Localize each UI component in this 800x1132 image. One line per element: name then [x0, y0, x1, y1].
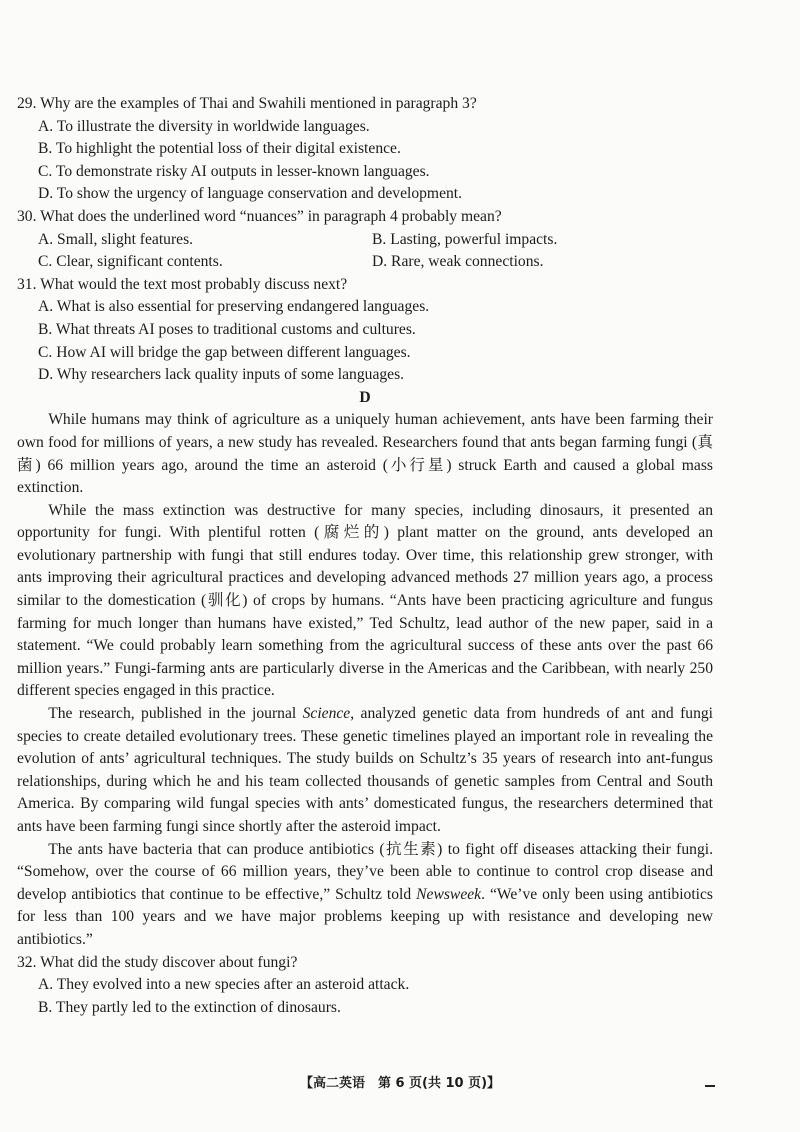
option-c: C. Clear, significant contents. [38, 253, 223, 271]
paragraph-1: While humans may think of agriculture as a uniquely human achievement, ants have been farming their own food for millions of years, a new study has revealed. Researchers found that ants began farming fungi (真菌) 66 million years ago, around the time an asteroid (小行星) struck Earth and caused a global mass extinction. [17, 411, 713, 497]
question-stem [17, 274, 713, 297]
section-heading: D [359, 388, 371, 406]
question-32 [17, 952, 713, 1020]
question-number: 31. [17, 275, 37, 293]
option-a: A. Small, slight features. [38, 230, 194, 248]
option-c: C. To demonstrate risky AI outputs in lesser-known languages. [38, 162, 430, 180]
text-span: The ants have bacteria that can produce antibiotics (抗生素) to fight off diseases attacking their fungi. “Somehow, over the course of 66 million years, they’ve been able to continue to control crop disease and develop antibiotics that continue to be effective,” Schultz told [17, 840, 713, 903]
option-a: A. To illustrate the diversity in worldwide languages. [38, 117, 370, 135]
question-stem [17, 206, 713, 229]
text-span: . “We’ve only been using antibiotics for less than 100 years and we have major problems keeping up with resistance and developing new antibiotics.” [17, 885, 713, 948]
question-31 [17, 274, 713, 387]
option-a: A. What is also essential for preserving endangered languages. [38, 298, 430, 316]
question-30 [17, 206, 713, 274]
journal-name: Science [302, 705, 351, 723]
option-b: B. They partly led to the extinction of dinosaurs. [38, 998, 341, 1016]
magazine-name: Newsweek [416, 885, 482, 903]
paragraph-2: While the mass extinction was destructive for many species, including dinosaurs, it presented an opportunity for fungi. With plentiful rotten (腐烂的) plant matter on the ground, ants developed an evolutionary partnership with fungi that still endures today. Over time, this relationship grew stronger, with ants improving their agricultural practices and developing advanced methods 27 million years ago, a process similar to the domestication (驯化) of crops by humans. “Ants have been practicing agriculture and fungus farming for much longer than humans have existed,” Ted Schultz, lead author of the new paper, said in a statement. “We could probably learn something from the agricultural success of these ants over the past 66 million years.” Fungi-farming ants are particularly diverse in the Americas and the Caribbean, with nearly 250 different species engaged in this practice. [17, 501, 713, 700]
question-text: Why are the examples of Thai and Swahili mentioned in paragraph 3? [40, 95, 477, 112]
text-span: The research, published in the journal [48, 705, 303, 723]
option-b: B. What threats AI poses to traditional customs and cultures. [38, 320, 416, 338]
question-text: What would the text most probably discuss next? [40, 275, 348, 293]
question-text: What does the underlined word “nuances” in paragraph 4 probably mean? [40, 207, 502, 225]
paragraph-3 [17, 703, 713, 839]
option-d: D. Why researchers lack quality inputs of some languages. [38, 366, 405, 384]
question-stem [17, 93, 713, 116]
reading-passage [17, 409, 713, 951]
option-b: B. Lasting, powerful impacts. [372, 230, 558, 248]
page-footer: 【高二英语 第 6 页(共 10 页)】 [299, 1076, 501, 1091]
option-d: D. To show the urgency of language conservation and development. [38, 185, 463, 203]
corner-dash-mark [705, 1085, 715, 1087]
question-number: 29. [17, 95, 37, 112]
text-span: , analyzed genetic data from hundreds of ant and fungi species to create detailed evolutionary trees. These genetic timelines played an important role in revealing the evolution of ants’ agricultural techniques. The study builds on Schultz’s 35 years of research into ant-fungus relationships, during which he and his team collected thousands of genetic samples from Central and South America. By comparing wild fungal species with ants’ domesticated fungus, the researchers determined that ants have been farming fungi since shortly after the asteroid impact. [17, 705, 713, 835]
option-c: C. How AI will bridge the gap between different languages. [38, 343, 411, 361]
paragraph-4 [17, 839, 713, 952]
exam-page [17, 93, 713, 1019]
options-row-1 [17, 229, 713, 252]
option-a: A. They evolved into a new species after an asteroid attack. [38, 976, 410, 994]
question-text: What did the study discover about fungi? [40, 953, 298, 971]
question-number: 32. [17, 953, 37, 971]
option-d: D. Rare, weak connections. [372, 253, 544, 271]
question-29 [17, 93, 713, 206]
question-stem [17, 952, 713, 975]
question-number: 30. [17, 207, 37, 225]
options-row-2 [17, 251, 713, 274]
option-b: B. To highlight the potential loss of their digital existence. [38, 140, 401, 158]
